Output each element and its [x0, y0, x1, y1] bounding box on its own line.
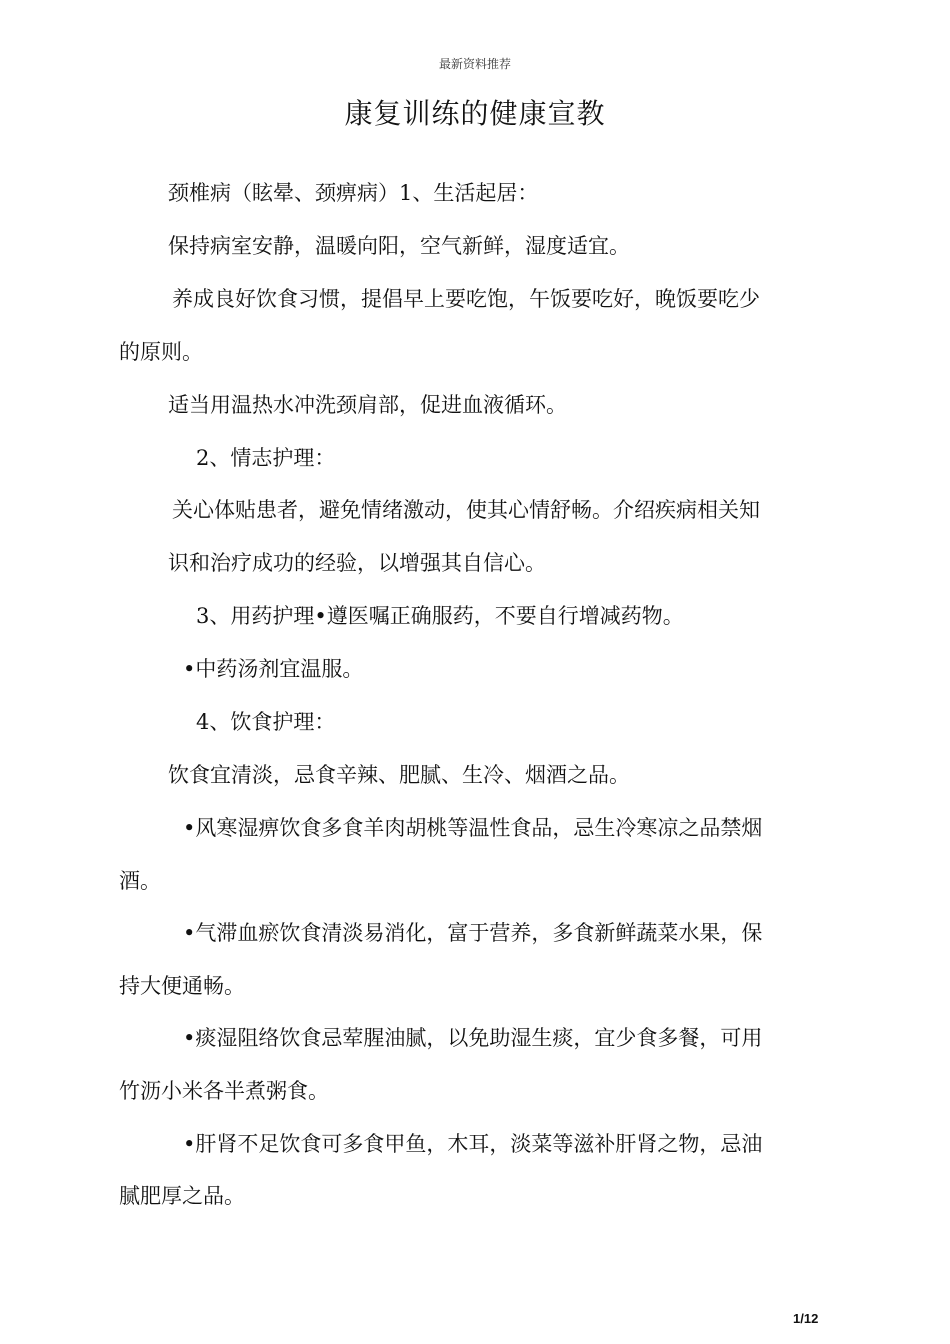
body-line: •气滞血瘀饮食清淡易消化，富于营养，多食新鲜蔬菜水果，保: [183, 921, 763, 945]
body-line: 适当用温热水冲洗颈肩部，促进血液循环。: [168, 393, 567, 417]
body-line: •痰湿阻络饮食忌荤腥油腻，以免助湿生痰，宜少食多餐，可用: [183, 1026, 763, 1050]
body-line: 的原则。: [119, 340, 203, 364]
body-line: 保持病室安静，温暖向阳，空气新鲜，湿度适宜。: [168, 234, 630, 258]
body-line: 关心体贴患者，避免情绪激动，使其心情舒畅。介绍疾病相关知: [172, 498, 760, 522]
body-line: 颈椎病（眩晕、颈痹病）1、生活起居：: [168, 181, 539, 205]
section-heading: 4、饮食护理：: [196, 710, 336, 734]
page-number: 1/12: [793, 1311, 819, 1326]
body-line: 养成良好饮食习惯，提倡早上要吃饱，午饭要吃好，晚饭要吃少: [172, 287, 760, 311]
body-line: 饮食宜清淡，忌食辛辣、肥腻、生冷、烟酒之品。: [168, 763, 630, 787]
page-header: 最新资料推荐: [438, 57, 511, 71]
body-line: 竹沥小米各半煮粥食。: [119, 1079, 329, 1103]
body-line: •中药汤剂宜温服。: [183, 657, 364, 681]
body-line: 酒。: [119, 869, 161, 893]
body-line: 持大便通畅。: [119, 974, 245, 998]
section-heading: 2、情志护理：: [196, 446, 336, 470]
section-heading: 3、用药护理•遵医嘱正确服药，不要自行增减药物。: [196, 604, 684, 628]
body-line: •肝肾不足饮食可多食甲鱼，木耳，淡菜等滋补肝肾之物，忌油: [183, 1132, 763, 1156]
document-title: 康复训练的健康宣教: [344, 97, 606, 130]
body-line: 腻肥厚之品。: [119, 1184, 245, 1208]
body-line: •风寒湿痹饮食多食羊肉胡桃等温性食品，忌生冷寒凉之品禁烟: [183, 816, 763, 840]
body-line: 识和治疗成功的经验，以增强其自信心。: [168, 551, 546, 575]
